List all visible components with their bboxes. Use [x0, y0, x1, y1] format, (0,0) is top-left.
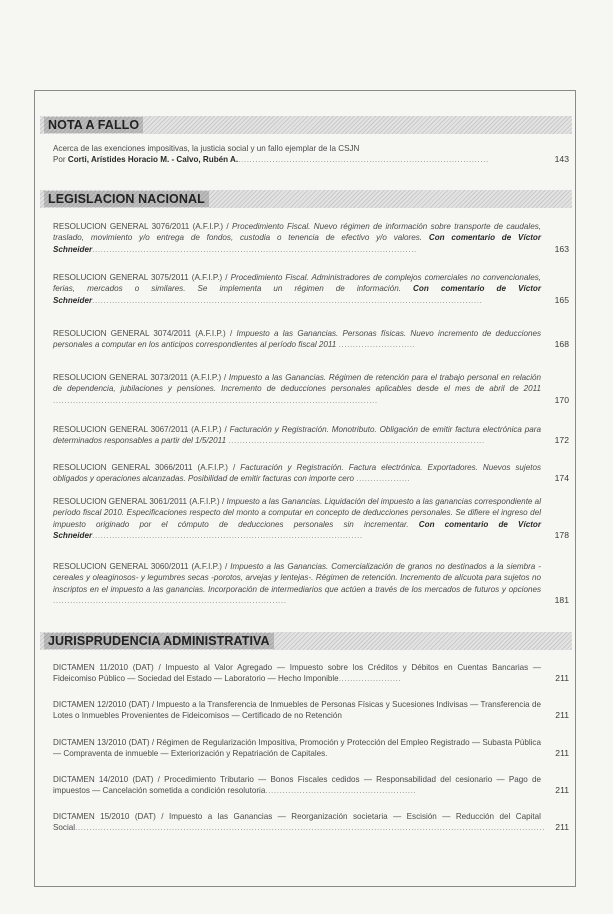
entry-text: Acerca de las exenciones impositivas, la justicia social y un fallo ejemplar de la CSJN — [53, 144, 360, 153]
entry-code: RESOLUCION GENERAL 3067/2011 (A.F.I.P.) / — [53, 425, 230, 434]
dot-leader: ................... — [356, 474, 411, 484]
toc-entry[interactable] — [53, 328, 569, 351]
entry-code: RESOLUCION GENERAL 3061/2011 (A.F.I.P.) / — [53, 497, 227, 506]
entry-body: Procedimiento Fiscal. Administradores de complejos comerciales no convencionales, ferias, mercados o similares. Se implementa un régimen de información. — [53, 273, 541, 294]
page-number: 211 — [555, 822, 569, 833]
entry-text: DICTAMEN 15/2010 (DAT) / Impuesto a las Ganancias — Reorganización societaria — Escisión — Reducción del Capital Social — [53, 812, 541, 833]
entry-body: Facturación y Registración. Factura electrónica. Exportadores. Nuevos sujetos obligados y operaciones alcanzadas. Posibilidad de emitir facturas con importe cero — [53, 463, 542, 484]
page-number: 172 — [554, 435, 569, 446]
page-number: 170 — [554, 394, 569, 405]
dot-leader: ...................... — [338, 674, 402, 684]
page-number: 174 — [554, 473, 569, 484]
dot-leader: ........................................................................................ — [238, 155, 489, 165]
entry-body: Impuesto a las Ganancias. Régimen de retención para el trabajo personal en relación de dependencia, jubilaciones y pensiones. Incremento de deducciones personales aplicables desde el mes de abril de 2011 — [53, 373, 541, 394]
section-header-legislacion-nacional — [40, 190, 572, 208]
page-number: 211 — [555, 673, 569, 684]
dot-leader: .................................................................................................................. — [53, 395, 378, 405]
by-label: Por — [53, 155, 68, 165]
entry-code: RESOLUCION GENERAL 3073/2011 (A.F.I.P.) / — [53, 373, 229, 382]
page-number: 143 — [554, 154, 569, 165]
page-number: 178 — [554, 530, 569, 541]
page-number: 211 — [555, 785, 569, 796]
dot-leader: ............................................................................................... — [92, 531, 363, 541]
entry-comment: Con comentario de Víctor Schneider — [53, 284, 542, 305]
entry-text: DICTAMEN 14/2010 (DAT) / Procedimiento Tributario — Bonos Fiscales cedidos — Responsabilidad del cesionario — Pago de impuestos — Cancelación sometida a condición resolutoria — [53, 775, 541, 796]
dot-leader: ......................................................................................................................................... — [92, 295, 483, 305]
dot-leader: ..................................................................................................................................................................... — [75, 823, 546, 833]
entry-code: RESOLUCION GENERAL 3075/2011 (A.F.I.P.) / — [53, 273, 231, 282]
entry-code: RESOLUCION GENERAL 3076/2011 (A.F.I.P.) / — [53, 222, 232, 231]
section-title: NOTA A FALLO — [44, 117, 143, 133]
authors: Corti, Arístides Horacio M. - Calvo, Rubén A. — [67, 155, 239, 165]
entry-comment: Con comentario de Víctor Schneider — [53, 233, 541, 254]
toc-entry[interactable] — [53, 462, 569, 485]
dot-leader: .......................................................................................... — [228, 436, 485, 446]
entry-body: Impuesto a las Ganancias. Comercialización de granos no destinados a la siembra -cereales y oleaginosos- y legumbres secas -porotos, arvejas y lentejas-. Régimen de retención. Incremento de alícuota para sujetos no inscriptos en el impuesto a las ganancias. Incorporación de intermediarios que actúen a través de los mercados de futuros y opciones — [53, 562, 541, 594]
dot-leader: .................................................................................................................. — [92, 244, 417, 254]
toc-entry[interactable] — [53, 737, 569, 760]
page-number: 211 — [555, 710, 569, 721]
section-title: JURISPRUDENCIA ADMINISTRATIVA — [44, 633, 274, 649]
page-number: 163 — [554, 243, 569, 254]
section-header-jurisprudencia-administrativa — [40, 632, 572, 650]
section-header-nota-a-fallo — [40, 116, 572, 134]
entry-body: Impuesto a las Ganancias. Personas físicas. Nuevo incremento de deducciones personales a computar en los anticipos correspondientes al período fiscal 2011 — [53, 329, 542, 350]
entry-code: RESOLUCION GENERAL 3060/2011 (A.F.I.P.) / — [53, 562, 231, 571]
entry-code: RESOLUCION GENERAL 3066/2011 (A.F.I.P.) / — [53, 463, 241, 472]
toc-entry[interactable] — [53, 699, 569, 722]
toc-entry[interactable] — [53, 424, 569, 447]
page-number: 181 — [554, 595, 569, 606]
entry-body: Procedimiento Fiscal. Nuevo régimen de información sobre transporte de caudales, traslado, movimiento y/o entrega de fondos, custodia o tenencia de efectivo y/o valores. — [53, 222, 541, 243]
toc-entry[interactable] — [53, 272, 569, 306]
entry-comment: Con comentario de Víctor Schneider — [53, 519, 541, 541]
toc-entry[interactable] — [53, 561, 569, 607]
dot-leader: .................................................................................. — [53, 596, 287, 606]
entry-body: Impuesto a las Ganancias. Liquidación del impuesto a las ganancias correspondiente al período fiscal 2010. Especificaciones respecto del monto a computar en concepto de deducciones personales. Se difiere el ingreso del impuesto originado por el cómputo de deducciones personales sin incrementar. — [53, 497, 541, 529]
dot-leader: ........................... — [338, 340, 416, 350]
entry-code: RESOLUCION GENERAL 3074/2011 (A.F.I.P.) / — [53, 329, 237, 338]
toc-entry[interactable] — [53, 811, 569, 834]
page-number: 165 — [554, 294, 569, 305]
content-frame — [34, 90, 576, 887]
toc-entry[interactable] — [53, 496, 569, 542]
entry-text: DICTAMEN 11/2010 (DAT) / Impuesto al Valor Agregado — Impuesto sobre los Créditos y Débitos en Cuentas Bancarias — Fideicomiso Público — Sociedad del Estado — Laboratorio — Hecho Imponible — [53, 663, 541, 684]
section-title: LEGISLACION NACIONAL — [44, 191, 209, 207]
toc-entry[interactable] — [53, 774, 569, 797]
entry-body: Facturación y Registración. Monotributo. Obligación de emitir factura electrónica para determinados responsables a partir del 1/5/2011 — [53, 425, 541, 446]
page-number: 168 — [554, 339, 569, 350]
toc-entry[interactable] — [53, 372, 569, 406]
page-number: 211 — [555, 748, 569, 759]
toc-entry[interactable] — [53, 221, 569, 255]
toc-entry[interactable] — [53, 662, 569, 685]
entry-text: DICTAMEN 12/2010 (DAT) / Impuesto a la Transferencia de Inmuebles de Personas Físicas y Sucesiones Indivisas — Transferencia de Lotes o Inmuebles Provenientes de Fideicomisos — Certificado de no Retención — [53, 700, 541, 721]
entry-text: DICTAMEN 13/2010 (DAT) / Régimen de Regularización Impositiva, Promoción y Protección del Empleo Registrado — Subasta Pública — Compraventa de inmueble — Exteriorización y Repatriación de Capitales. — [53, 738, 541, 759]
toc-entry[interactable] — [53, 143, 569, 166]
dot-leader: ..................................................... — [265, 786, 417, 796]
